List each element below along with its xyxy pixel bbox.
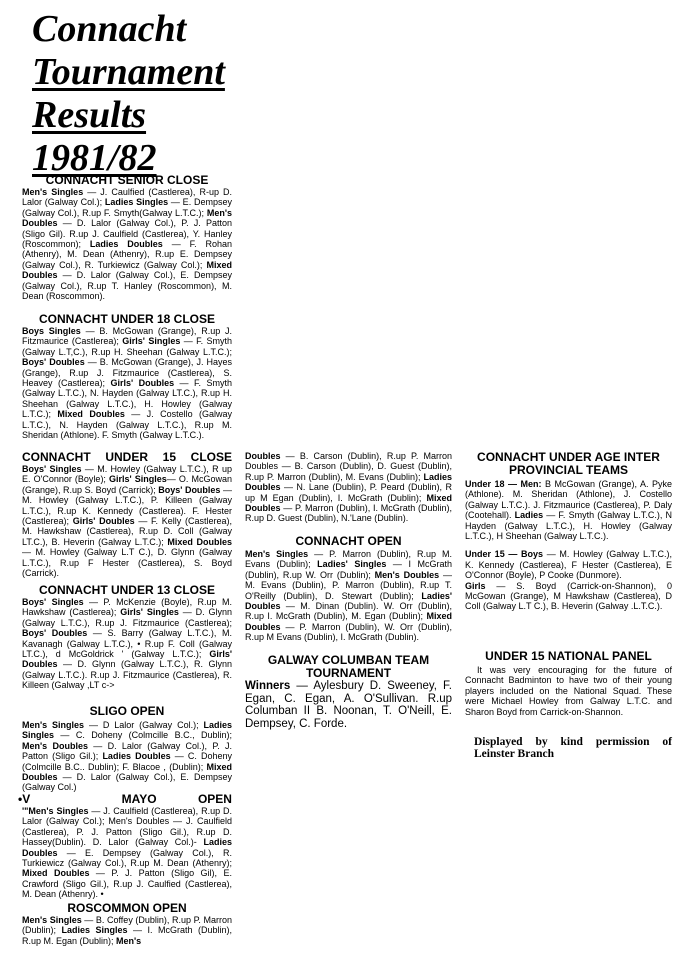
text-run: — M. Howley (Galway L.T.C.), K. Kennedy (Castlerea), F Hester (Castlerea), E O'Connor (Boyle), P Cooke (Dunmore). — [465, 549, 672, 581]
event-label: Mixed Doubles — [245, 492, 452, 514]
heading-under-age-inter-2: PROVINCIAL TEAMS — [508, 463, 629, 477]
title-line-1: Connacht — [32, 8, 187, 50]
title-line-4: 1981/82 — [32, 137, 157, 179]
section-under15-close — [22, 451, 232, 578]
event-label: Girls — [465, 580, 486, 591]
text-run: — M. Howley (Galway L.T.C.), R up E. O'Connor (Boyle); — [22, 464, 232, 485]
section-under13-close — [22, 584, 232, 691]
text-run: — D. Glynn (Galway L.T.C.), R. Glynn (Galway L.T.C.). R.up J. Fitzmaurice (Castlerea), R. Killeen (Galway ,LT c-> — [22, 659, 232, 691]
text-run: — J. Costello (Galway L.T.C.), N. Hayden (Galway L.T.C.), R.up M. Sheridan (Athlone). F. Smyth (Galway L.T.C.). — [22, 409, 232, 441]
event-label: Under 15 — Boys — [465, 549, 544, 560]
section-roscommon-open — [22, 902, 232, 946]
section-credit — [474, 736, 672, 760]
text-run: B McGowan (Grange), A. Pyke (Athlone). M. Sheridan (Athlone), J. Costello (Galway L.T.C.). J. Fitzmaurice (Castlerea), P. Daly (Cootehall). — [465, 479, 672, 521]
event-label: Ladies Doubles — [245, 471, 452, 493]
event-label: Mixed Doubles — [245, 611, 452, 632]
event-label: Mixed Doubles — [167, 536, 232, 547]
section-mayo-open — [18, 793, 232, 900]
text-run: — J. Caulfied (Castlerea), R-up D. Lalor (Galway Col.); — [22, 187, 233, 208]
mayo-heading-open: OPEN — [197, 792, 232, 806]
event-label: Winners — [245, 680, 291, 692]
event-label: Boys' Singles — [22, 464, 82, 474]
text-run: — F. Smyth (Galway L.T,C.), R.up H. Sheehan (Galway L.T.C.); — [22, 336, 232, 357]
heading-under-age-inter-1: CONNACHT UNDER AGE INTER — [477, 450, 660, 464]
text-run: — P. Marron (Dublin), W. Orr (Dublin), R.up M Evans (Dublin), I. McGrath (Dublin). — [245, 621, 452, 643]
body-under18-close — [22, 326, 232, 440]
section-national-panel — [465, 650, 672, 717]
event-label: Ladies Singles — [22, 720, 233, 741]
text-run: — B. Coffey (Dublin), R.up P. Marron (Dublin); — [22, 915, 232, 936]
text-run: — E. Dempsey (Galway Col.), R. Turkiewicz (Galway Col.), R.up M. Dean (Athenry); — [22, 847, 232, 869]
text-run: — I McGrath (Dublin), R.up W. Orr (Dublin); — [245, 559, 452, 580]
event-label: Girls' Doubles — [72, 516, 135, 527]
credit-text: Displayed by kind permission of Leinster Branch — [474, 736, 672, 760]
heading-senior-close: CONNACHT SENIOR CLOSE — [45, 173, 209, 187]
body-mayo-open — [18, 806, 232, 900]
event-label: Men's Doubles — [374, 569, 440, 580]
event-label: Under 18 — Men: — [465, 479, 542, 489]
event-label: Boys' Singles — [22, 597, 84, 607]
text-run: — M. Evans (Dublin), P. Marron (Dublin), R.up T. O'Reilly (Dublin), D. Stewart (Dublin); — [245, 569, 452, 601]
page-title — [32, 8, 225, 180]
section-connacht-open — [245, 535, 452, 643]
event-label: Men's Doubles — [22, 740, 88, 751]
text-run: — F. Rohan (Athenry), M. Dean (Athenry), R.up E. Dempsey (Galway Col.), R. Turkiewicz (Galway Col.); — [22, 239, 232, 270]
event-label: Mixed Doubles — [57, 409, 125, 420]
heading-national-panel: UNDER 15 NATIONAL PANEL — [485, 649, 652, 663]
heading-galway-columban-1: GALWAY COLUMBAN TEAM — [267, 653, 430, 667]
event-label: Ladies' Singles — [317, 559, 387, 570]
event-label: Men's Singles — [22, 187, 84, 197]
event-label: Girls' Singles — [120, 607, 179, 618]
mayo-heading-mark: •V — [18, 792, 31, 806]
text-run: — S. Barry (Galway L.T.C.), M. Kavanagh (Galway L.T.C.), • R.up F. Coll (Galway LT.C.), d McGoldrick ' (Galway L.T.C.); — [22, 628, 232, 660]
body-under-age-inter-a — [465, 479, 672, 541]
event-label: '"Men's Singles — [22, 806, 89, 816]
section-galway-columban — [245, 654, 452, 730]
heading-roscommon-open: ROSCOMMON OPEN — [67, 901, 187, 915]
event-label: Men's Singles — [22, 915, 82, 925]
text-run: — P. J. Patton (Sligo Gil), E. Crawford (Sligo Gil.), R.up J. Caulfied (Castlerea), M. Dean (Athenry). • — [22, 868, 232, 900]
text-run: — B. McGowan (Grange), J. Hayes (Grange), R.up J. Fitzmaurice (Castlerea), S. Heavey (Castlerea); — [22, 357, 233, 389]
event-label: Men's Singles — [22, 720, 85, 730]
mayo-heading-word: MAYO — [121, 792, 157, 806]
text-run: — C. Doheny (Colmcille B.C., Dublin); — [54, 730, 232, 741]
event-label: Girls' Doubles — [22, 649, 232, 670]
event-label: Mixed Doubles — [22, 868, 90, 879]
text-run: — S. Boyd (Carrick-on-Shannon), 0 McGowan (Grange), M Hawkshaw (Castlerea), D Coll (Galway L.T C.), B. Heverin (Galway .L.T.C.). — [465, 580, 672, 612]
text-run: — F. Kelly (Castlerea), M. Hawkshaw (Castlerea), R.up D. Coll (Galway LT.C.), B. Heverin (Galway L.T.C.); — [22, 516, 232, 547]
text-run: — B. Carson (Dublin), R.up P. Marron Doubles — B. Carson (Dublin), D. Guest (Dublin), R.up P. Marron (Dublin), M. Evans (Dublin); — [245, 451, 452, 482]
text-run: — P. Marron (Dublin), I. McGrath (Dublin), R.up D. Guest (Dublin), N.'Lane (Dublin). — [245, 503, 452, 524]
event-label: Doubles — [245, 451, 281, 461]
text-run: — F. Smyth (Galway L.T.C.), N. Hayden (Galway LT.C.), R.up H. Sheehan (Galway L.T.C.), H. Howley (Galway L.T.C.); — [22, 378, 233, 420]
event-label: Ladies Singles — [61, 925, 128, 936]
event-label: Men's Singles — [245, 549, 309, 559]
text-run: — M. Dinan (Dublin). W. Orr (Dublin), R.up I. McGrath (Dublin), M. Egan (Dublin); — [245, 601, 452, 622]
heading-under18-close: CONNACHT UNDER 18 CLOSE — [38, 312, 215, 326]
text-run: — M. Howley (Galway L.T.C.), P. Killeen (Galway L.T.C.), R.up K. Kennedy (Castlerea). F. Hester (Castlerea); — [22, 484, 232, 527]
event-label: Ladies Doubles — [22, 837, 232, 858]
text-run: — D. Lalor (Galway Col.), P. J. Patton (Sligo Gil). R.up J. Caulfield (Castlerea), Y. Hanley (Roscommon); — [22, 218, 232, 250]
event-label: Mixed Doubles — [22, 259, 232, 281]
section-sligo-open — [22, 705, 232, 793]
title-line-3: Results — [32, 94, 147, 136]
event-label: Ladies Doubles — [89, 239, 163, 250]
text-run: — J. Caulfield (Castlerea), R.up D. Lalor (Galway Col.); Men's Doubles — J. Caulfield (Castlerea), P. J. Patton (Sligo Gil.), R.up D. Hassey(Dublin). D. Lalor (Galway Col.)- — [22, 806, 232, 848]
section-under18-close — [22, 313, 232, 440]
event-label: Girls' Singles — [122, 336, 181, 347]
text-run: It was very encouraging for the future of Connacht Badminton to have two of their young players included on the National Squad. These were Michael Howley from Galway L.T.C. and Sharon Boyd from Carrick-on-Shannon. — [465, 665, 672, 717]
text-run: — D. Lalor (Galway Col.), P. J. Patton (Sligo Gil.); — [22, 740, 232, 762]
body-connacht-open — [245, 549, 452, 643]
body-galway-columban — [245, 680, 452, 730]
event-label: Men's — [116, 935, 142, 946]
body-sligo-open — [22, 720, 232, 793]
text-run: — C. Doheny (Colmcille B.C.. Dublin); F. Blacoe , (Dublin); — [22, 751, 233, 772]
text-run: — I. McGrath (Dublin), R.up M. Egan (Dublin); — [22, 925, 232, 946]
body-senior-close — [22, 187, 232, 301]
text-run: — F. Smyth (Galway L.T.C.), N Hayden (Galway L.T.C.), H. Howley (Galway L.T.C.), H Sheehan (Galway L.T.C.). — [465, 510, 672, 542]
body-under13-close — [22, 597, 232, 691]
text-run: — M. Howley (Galway L.T C.), D. Glynn (Galway L.T.C.), R.up F Hester (Castlerea), S. Boyd (Carrick). — [22, 547, 232, 579]
body-under-age-inter-c — [465, 581, 672, 612]
text-run: — D Lalor (Galway Col.); — [84, 720, 204, 730]
event-label: Ladies — [514, 510, 544, 521]
section-roscommon-cont — [245, 451, 452, 524]
text-run: — Aylesbury D. Sweeney, F. Egan, C. Egan, A. O'Sullivan. R.up Columban II B. Noonan, T. O'Neill, E. Dempsey, C. Forde. — [245, 680, 452, 730]
event-label: Girls' Doubles — [110, 378, 175, 389]
heading-sligo-open: SLIGO OPEN — [89, 704, 165, 718]
title-line-2: Tournament — [32, 51, 225, 93]
heading-under15-close: CONNACHT UNDER 15 CLOSE — [22, 450, 232, 464]
event-label: Boys' Doubles — [22, 357, 85, 368]
body-under15-close — [22, 464, 232, 578]
event-label: Ladies Doubles — [102, 751, 171, 762]
event-label: Ladies Singles — [104, 197, 169, 208]
event-label: Girls' Singles — [109, 474, 167, 485]
body-roscommon-open — [22, 915, 232, 946]
heading-connacht-open: CONNACHT OPEN — [295, 534, 402, 548]
heading-under13-close: CONNACHT UNDER 13 CLOSE — [38, 583, 215, 597]
section-under-age-inter — [465, 451, 672, 612]
text-run: — D. Glynn (Galway L.T.C.), R.up J. Fitzmaurice (Castlerea); — [22, 607, 232, 628]
event-label: Mixed Doubles — [22, 761, 232, 783]
text-run: — D. Lalor (Galway Col.), E. Dempsey (Galway Col.) — [22, 772, 232, 793]
event-label: Boys' Doubles — [22, 628, 88, 639]
text-run: — P. McKenzie (Boyle), R.up M. Hawkshaw (Castlerea); — [22, 597, 232, 618]
section-senior-close — [22, 174, 232, 301]
text-run: — O. McGowan (Grange), R.up S. Boyd (Carrick); — [22, 474, 232, 495]
heading-galway-columban-2: TOURNAMENT — [305, 666, 392, 680]
body-roscommon-cont — [245, 451, 452, 524]
event-label: Ladies' Doubles — [245, 590, 452, 612]
text-run: — E. Dempsey (Galway Col.), R.up F. Smyth(Galway L.T.C.); — [22, 197, 232, 218]
event-label: Boys Singles — [22, 326, 81, 336]
text-run: — D. Lalor (Galway Col.), E. Dempsey (Galway Col.), R.up T. Hanley (Roscommon), M. Dean (Roscommon). — [22, 270, 232, 302]
text-run: — P. Marron (Dublin), R.up M. Evans (Dublin); — [245, 549, 453, 570]
body-under-age-inter-b — [465, 549, 672, 580]
body-national-panel — [465, 665, 672, 717]
heading-mayo-open — [18, 793, 232, 806]
text-run: — N. Lane (Dublin), P. Peard (Dublin), R up M Egan (Dublin), I. McGrath (Dublin); — [245, 482, 452, 503]
event-label: Men's Doubles — [22, 207, 232, 229]
text-run: — B. McGowan (Grange), R.up J. Fitzmaurice (Castlerea); — [22, 326, 232, 347]
event-label: Boys' Doubles — [158, 484, 221, 495]
